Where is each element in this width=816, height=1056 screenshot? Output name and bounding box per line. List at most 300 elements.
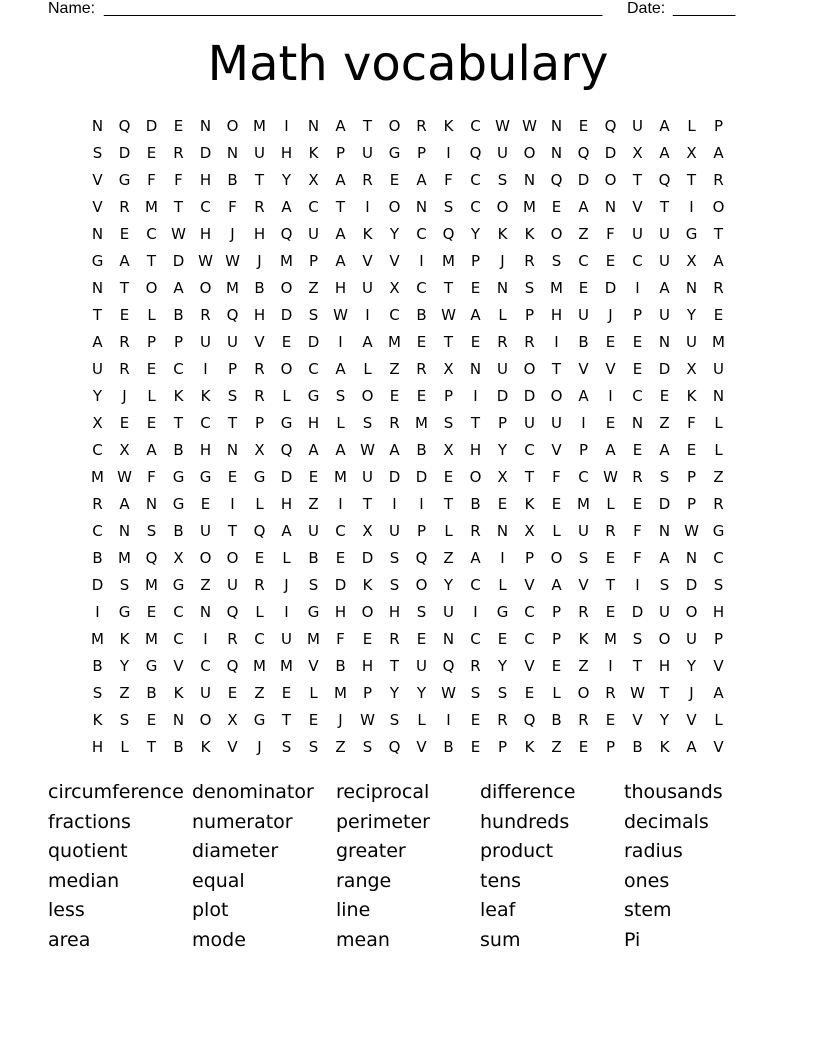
- grid-letter: G: [496, 602, 509, 621]
- grid-letter: F: [147, 467, 156, 486]
- grid-letter: S: [632, 629, 643, 648]
- grid-letter: B: [470, 494, 481, 513]
- grid-letter: N: [658, 521, 671, 540]
- grid-letter: O: [523, 359, 536, 378]
- grid-letter: C: [389, 305, 400, 324]
- grid-letter: R: [119, 359, 130, 378]
- grid-letter: L: [714, 710, 723, 729]
- grid-letter: N: [523, 170, 536, 189]
- grid-letter: U: [227, 575, 238, 594]
- grid-letter: X: [524, 521, 535, 540]
- grid-letter: V: [578, 575, 589, 594]
- word-bank-item: less: [48, 899, 85, 922]
- grid-letter: I: [365, 197, 370, 216]
- word-bank-item: stem: [624, 899, 672, 922]
- grid-letter: M: [442, 251, 455, 270]
- grid-letter: I: [608, 386, 613, 405]
- grid-letter: V: [362, 251, 373, 270]
- grid-letter: J: [689, 683, 694, 702]
- grid-letter: C: [470, 116, 481, 135]
- grid-letter: C: [173, 629, 184, 648]
- grid-letter: D: [334, 575, 347, 594]
- grid-letter: S: [713, 575, 724, 594]
- grid-letter: A: [713, 251, 724, 270]
- grid-letter: P: [254, 413, 265, 432]
- grid-letter: E: [416, 332, 427, 351]
- grid-letter: C: [200, 413, 211, 432]
- grid-letter: V: [308, 656, 319, 675]
- grid-letter: L: [309, 683, 318, 702]
- grid-letter: Q: [523, 710, 536, 729]
- grid-letter: W: [360, 710, 375, 729]
- grid-letter: V: [605, 359, 616, 378]
- grid-letter: D: [685, 575, 698, 594]
- grid-letter: D: [415, 467, 428, 486]
- grid-letter: N: [199, 602, 212, 621]
- grid-letter: I: [500, 548, 505, 567]
- grid-letter: T: [659, 683, 670, 702]
- grid-letter: Z: [335, 737, 346, 756]
- grid-letter: K: [119, 629, 130, 648]
- grid-letter: E: [713, 305, 724, 324]
- grid-letter: A: [470, 548, 481, 567]
- grid-letter: M: [253, 116, 266, 135]
- grid-letter: O: [199, 710, 212, 729]
- grid-letter: H: [199, 170, 212, 189]
- grid-letter: L: [714, 413, 723, 432]
- date-field-line: _______: [673, 0, 736, 17]
- grid-letter: R: [605, 521, 616, 540]
- grid-letter: R: [416, 359, 427, 378]
- grid-letter: V: [227, 737, 238, 756]
- grid-letter: L: [282, 386, 291, 405]
- grid-letter: Q: [145, 548, 158, 567]
- grid-letter: V: [713, 737, 724, 756]
- grid-letter: E: [254, 548, 265, 567]
- grid-letter: M: [280, 251, 293, 270]
- grid-letter: E: [686, 440, 697, 459]
- grid-letter: T: [227, 413, 238, 432]
- grid-letter: N: [631, 413, 644, 432]
- grid-letter: Q: [442, 224, 455, 243]
- grid-letter: Z: [389, 359, 400, 378]
- grid-letter: P: [443, 386, 454, 405]
- grid-letter: M: [388, 332, 401, 351]
- grid-letter: K: [578, 629, 589, 648]
- grid-letter: Y: [119, 656, 130, 675]
- grid-letter: S: [308, 305, 319, 324]
- grid-letter: Y: [659, 710, 670, 729]
- grid-letter: U: [443, 602, 454, 621]
- grid-letter: I: [284, 602, 289, 621]
- grid-letter: P: [551, 629, 562, 648]
- grid-letter: I: [581, 413, 586, 432]
- grid-letter: U: [362, 143, 373, 162]
- grid-letter: H: [388, 602, 401, 621]
- grid-letter: T: [443, 332, 454, 351]
- grid-letter: W: [198, 251, 213, 270]
- grid-letter: S: [308, 737, 319, 756]
- word-bank-item: numerator: [192, 810, 293, 833]
- grid-letter: N: [307, 116, 320, 135]
- grid-letter: Q: [550, 170, 563, 189]
- grid-letter: J: [338, 710, 343, 729]
- grid-letter: F: [336, 629, 345, 648]
- grid-letter: X: [443, 359, 454, 378]
- word-bank-item: diameter: [192, 840, 279, 863]
- grid-letter: E: [389, 386, 400, 405]
- grid-letter: B: [173, 305, 184, 324]
- grid-letter: O: [226, 116, 239, 135]
- grid-letter: J: [122, 386, 127, 405]
- grid-letter: W: [171, 224, 186, 243]
- grid-letter: N: [172, 710, 185, 729]
- grid-letter: O: [523, 143, 536, 162]
- grid-letter: O: [226, 548, 239, 567]
- grid-letter: A: [281, 521, 292, 540]
- grid-letter: B: [632, 737, 643, 756]
- grid-letter: T: [173, 197, 184, 216]
- grid-letter: T: [632, 170, 643, 189]
- grid-letter: U: [659, 602, 670, 621]
- grid-letter: T: [686, 170, 697, 189]
- grid-letter: U: [551, 413, 562, 432]
- grid-letter: U: [200, 332, 211, 351]
- grid-letter: Z: [254, 683, 265, 702]
- grid-letter: S: [389, 548, 400, 567]
- grid-letter: N: [469, 359, 482, 378]
- grid-letter: A: [335, 224, 346, 243]
- grid-letter: E: [605, 251, 616, 270]
- grid-letter: E: [659, 386, 670, 405]
- grid-letter: N: [496, 521, 509, 540]
- grid-letter: N: [604, 197, 617, 216]
- grid-letter: K: [659, 737, 670, 756]
- grid-letter: T: [254, 170, 265, 189]
- grid-letter: L: [417, 710, 426, 729]
- grid-letter: H: [199, 440, 212, 459]
- grid-letter: O: [280, 278, 293, 297]
- grid-letter: M: [712, 332, 725, 351]
- grid-letter: T: [92, 305, 103, 324]
- grid-letter: R: [254, 575, 265, 594]
- grid-letter: A: [470, 305, 481, 324]
- grid-letter: E: [470, 278, 481, 297]
- grid-letter: E: [605, 602, 616, 621]
- grid-letter: G: [145, 656, 158, 675]
- word-bank-item: Pi: [624, 928, 641, 951]
- grid-letter: E: [227, 683, 238, 702]
- grid-letter: R: [362, 170, 373, 189]
- grid-letter: B: [92, 548, 103, 567]
- grid-letter: H: [658, 656, 671, 675]
- grid-letter: D: [307, 332, 320, 351]
- grid-letter: S: [281, 737, 292, 756]
- grid-letter: G: [280, 413, 293, 432]
- grid-letter: N: [91, 224, 104, 243]
- grid-letter: U: [362, 467, 373, 486]
- grid-letter: L: [363, 359, 372, 378]
- grid-letter: I: [554, 332, 559, 351]
- grid-letter: X: [632, 143, 643, 162]
- grid-letter: E: [605, 548, 616, 567]
- grid-letter: E: [335, 548, 346, 567]
- grid-letter: I: [446, 710, 451, 729]
- grid-letter: A: [551, 575, 562, 594]
- grid-letter: S: [335, 386, 346, 405]
- grid-letter: R: [713, 278, 724, 297]
- grid-letter: I: [203, 629, 208, 648]
- grid-letter: U: [659, 305, 670, 324]
- grid-letter: R: [92, 494, 103, 513]
- grid-letter: G: [118, 602, 131, 621]
- grid-letter: E: [497, 629, 508, 648]
- word-bank-item: tens: [480, 869, 522, 892]
- grid-letter: H: [253, 224, 266, 243]
- grid-letter: T: [443, 494, 454, 513]
- grid-letter: M: [145, 575, 158, 594]
- grid-letter: G: [712, 521, 725, 540]
- grid-letter: H: [280, 143, 293, 162]
- grid-letter: I: [365, 305, 370, 324]
- grid-letter: Y: [443, 575, 454, 594]
- grid-letter: R: [497, 710, 508, 729]
- grid-letter: A: [389, 440, 400, 459]
- grid-letter: E: [470, 710, 481, 729]
- grid-letter: E: [605, 332, 616, 351]
- grid-letter: R: [470, 521, 481, 540]
- grid-letter: C: [632, 386, 643, 405]
- grid-letter: O: [415, 575, 428, 594]
- grid-letter: R: [254, 386, 265, 405]
- grid-letter: L: [255, 494, 264, 513]
- grid-letter: M: [604, 629, 617, 648]
- word-bank-item: median: [48, 869, 120, 892]
- grid-letter: O: [577, 683, 590, 702]
- grid-letter: O: [199, 548, 212, 567]
- grid-letter: N: [550, 143, 563, 162]
- grid-letter: D: [388, 467, 401, 486]
- grid-letter: H: [334, 278, 347, 297]
- grid-letter: N: [550, 116, 563, 135]
- grid-letter: C: [632, 251, 643, 270]
- word-bank-item: quotient: [48, 840, 128, 863]
- name-label: Name:: [48, 0, 96, 17]
- grid-letter: T: [443, 278, 454, 297]
- grid-letter: V: [713, 656, 724, 675]
- grid-letter: R: [713, 170, 724, 189]
- grid-letter: D: [658, 494, 671, 513]
- grid-letter: F: [228, 197, 237, 216]
- grid-letter: E: [416, 629, 427, 648]
- grid-letter: O: [550, 548, 563, 567]
- grid-letter: Z: [713, 467, 724, 486]
- grid-letter: E: [497, 494, 508, 513]
- grid-letter: T: [632, 656, 643, 675]
- grid-letter: A: [659, 548, 670, 567]
- grid-letter: Q: [442, 656, 455, 675]
- grid-letter: Q: [226, 656, 239, 675]
- grid-letter: C: [578, 467, 589, 486]
- grid-letter: E: [146, 602, 157, 621]
- grid-letter: H: [253, 305, 266, 324]
- grid-letter: L: [444, 521, 453, 540]
- grid-letter: F: [633, 548, 642, 567]
- grid-letter: S: [659, 575, 670, 594]
- grid-letter: H: [334, 602, 347, 621]
- grid-letter: O: [550, 224, 563, 243]
- grid-letter: W: [117, 467, 132, 486]
- grid-letter: L: [147, 305, 156, 324]
- grid-letter: B: [92, 656, 103, 675]
- grid-letter: I: [689, 197, 694, 216]
- grid-letter: E: [551, 197, 562, 216]
- grid-letter: M: [334, 467, 347, 486]
- grid-letter: E: [173, 116, 184, 135]
- grid-letter: F: [174, 170, 183, 189]
- grid-letter: P: [335, 143, 346, 162]
- grid-letter: U: [686, 629, 697, 648]
- grid-letter: S: [92, 683, 103, 702]
- grid-letter: A: [146, 440, 157, 459]
- grid-letter: W: [630, 683, 645, 702]
- grid-letter: C: [524, 629, 535, 648]
- grid-letter: G: [172, 467, 185, 486]
- word-bank-item: perimeter: [336, 810, 430, 833]
- grid-letter: X: [497, 467, 508, 486]
- grid-letter: N: [91, 116, 104, 135]
- grid-letter: S: [362, 737, 373, 756]
- grid-letter: O: [496, 197, 509, 216]
- grid-letter: U: [308, 521, 319, 540]
- grid-letter: C: [92, 440, 103, 459]
- grid-letter: Q: [469, 143, 482, 162]
- grid-letter: C: [200, 197, 211, 216]
- grid-letter: E: [632, 494, 643, 513]
- grid-letter: C: [524, 602, 535, 621]
- grid-letter: A: [605, 440, 616, 459]
- grid-letter: E: [578, 737, 589, 756]
- grid-letter: Z: [308, 494, 319, 513]
- grid-letter: M: [145, 197, 158, 216]
- grid-letter: E: [227, 467, 238, 486]
- grid-letter: J: [500, 251, 505, 270]
- grid-letter: V: [632, 197, 643, 216]
- grid-letter: E: [119, 224, 130, 243]
- grid-letter: V: [524, 575, 535, 594]
- grid-letter: G: [118, 170, 131, 189]
- grid-letter: T: [281, 710, 292, 729]
- grid-letter: H: [712, 602, 725, 621]
- grid-letter: A: [119, 251, 130, 270]
- word-bank-item: plot: [192, 899, 229, 922]
- grid-letter: C: [470, 575, 481, 594]
- grid-letter: E: [632, 440, 643, 459]
- grid-letter: V: [578, 359, 589, 378]
- grid-letter: U: [659, 251, 670, 270]
- grid-letter: W: [225, 251, 240, 270]
- grid-letter: P: [524, 305, 535, 324]
- grid-letter: U: [686, 332, 697, 351]
- grid-letter: L: [255, 602, 264, 621]
- grid-letter: E: [146, 413, 157, 432]
- grid-letter: S: [470, 683, 481, 702]
- grid-letter: P: [173, 332, 184, 351]
- grid-letter: T: [362, 494, 373, 513]
- grid-letter: I: [203, 359, 208, 378]
- grid-letter: O: [388, 197, 401, 216]
- grid-letter: D: [199, 143, 212, 162]
- grid-letter: J: [257, 251, 262, 270]
- grid-letter: U: [578, 521, 589, 540]
- word-bank-item: thousands: [624, 781, 723, 803]
- grid-letter: L: [282, 548, 291, 567]
- word-bank-item: denominator: [192, 781, 314, 803]
- grid-letter: C: [173, 359, 184, 378]
- grid-letter: Y: [281, 170, 292, 189]
- grid-letter: W: [522, 116, 537, 135]
- grid-letter: E: [551, 494, 562, 513]
- grid-letter: J: [230, 224, 235, 243]
- grid-letter: Z: [578, 656, 589, 675]
- grid-letter: V: [416, 737, 427, 756]
- grid-letter: B: [173, 440, 184, 459]
- grid-letter: U: [92, 359, 103, 378]
- grid-letter: A: [281, 197, 292, 216]
- grid-letter: I: [230, 494, 235, 513]
- grid-letter: R: [227, 629, 238, 648]
- grid-letter: M: [253, 656, 266, 675]
- grid-letter: E: [308, 467, 319, 486]
- grid-letter: I: [473, 602, 478, 621]
- grid-letter: M: [145, 629, 158, 648]
- grid-letter: E: [281, 332, 292, 351]
- grid-letter: A: [335, 440, 346, 459]
- grid-letter: B: [335, 656, 346, 675]
- grid-letter: O: [469, 467, 482, 486]
- word-bank-item: mean: [336, 928, 390, 951]
- grid-letter: X: [362, 521, 373, 540]
- grid-letter: A: [335, 170, 346, 189]
- grid-letter: K: [200, 386, 211, 405]
- grid-letter: S: [659, 467, 670, 486]
- grid-letter: H: [199, 224, 212, 243]
- grid-letter: L: [552, 521, 561, 540]
- word-bank-item: equal: [192, 869, 245, 892]
- grid-letter: S: [362, 413, 373, 432]
- grid-letter: K: [362, 575, 373, 594]
- grid-letter: Z: [119, 683, 130, 702]
- grid-letter: Y: [497, 440, 508, 459]
- grid-letter: Q: [415, 548, 428, 567]
- grid-letter: I: [95, 602, 100, 621]
- word-bank-item: sum: [480, 928, 521, 951]
- grid-letter: P: [686, 494, 697, 513]
- grid-letter: D: [145, 116, 158, 135]
- grid-letter: C: [335, 521, 346, 540]
- grid-letter: J: [608, 305, 613, 324]
- grid-letter: R: [524, 251, 535, 270]
- grid-letter: T: [470, 413, 481, 432]
- grid-letter: H: [280, 494, 293, 513]
- grid-letter: P: [551, 602, 562, 621]
- grid-letter: D: [280, 305, 293, 324]
- grid-letter: B: [578, 332, 589, 351]
- grid-letter: T: [146, 251, 157, 270]
- grid-letter: S: [551, 251, 562, 270]
- grid-letter: V: [686, 710, 697, 729]
- grid-letter: E: [605, 413, 616, 432]
